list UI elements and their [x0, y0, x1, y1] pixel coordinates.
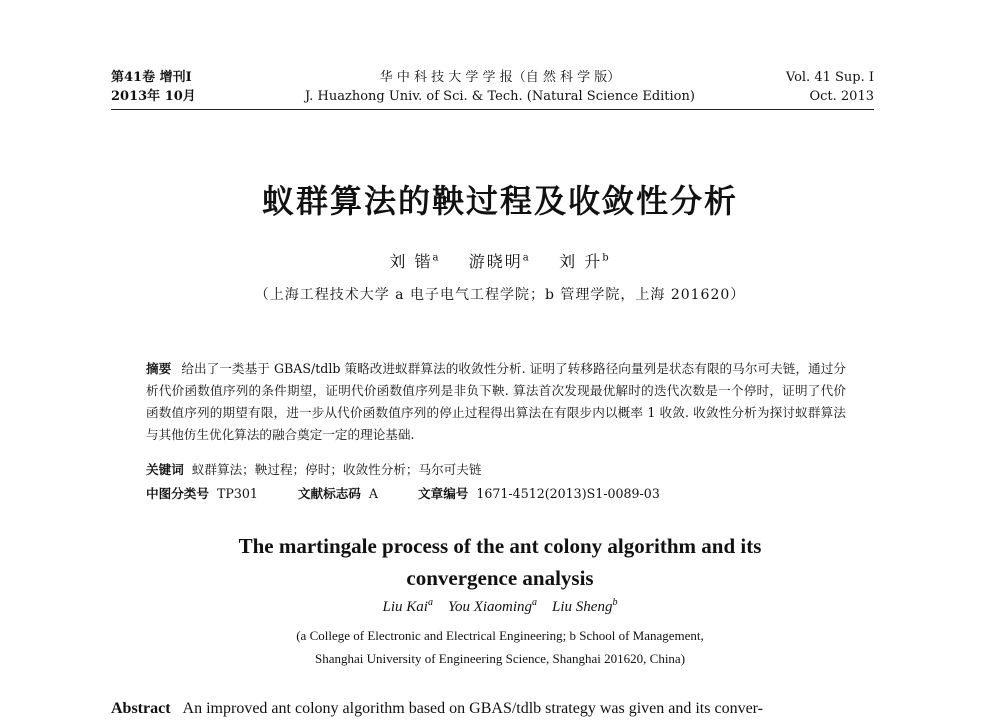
clc-label: 中图分类号 [146, 486, 209, 501]
publication-date-en: Oct. 2013 [809, 89, 874, 104]
affiliation-en-line2: Shanghai University of Engineering Science, Shanghai 201620, China) [314, 651, 686, 666]
author-list-en [0, 597, 1000, 616]
abstract-cn [146, 358, 846, 446]
author-affil-mark: a [522, 252, 531, 264]
author-en: Liu Kai [382, 599, 428, 615]
classification-line [146, 483, 660, 502]
volume-en: Vol. 41 Sup. Ⅰ [785, 70, 874, 85]
keywords-text: 蚁群算法；鞅过程；停时；收敛性分析；马尔可夫链 [191, 462, 482, 477]
author-en: Liu Sheng [552, 599, 613, 615]
abstract-en-text: An improved ant colony algorithm based on GBAS/tdlb strategy was given and its conver- [182, 700, 764, 717]
header-divider [111, 109, 874, 110]
author-list-cn [0, 249, 1000, 272]
author-cn: 刘 锴 [389, 252, 433, 271]
author-affil-mark: a [427, 597, 433, 608]
doc-code-value: A [368, 486, 378, 501]
clc-value: TP301 [216, 486, 258, 501]
abstract-en [111, 700, 881, 718]
affiliation-en-line1: (a College of Electronic and Electrical Engineering; b School of Management, [296, 628, 704, 643]
author-cn: 刘 升 [559, 252, 603, 271]
paper-title-cn: 蚁群算法的鞅过程及收敛性分析 [261, 182, 738, 220]
keywords-cn [146, 459, 481, 478]
author-affil-mark: a [532, 597, 538, 608]
journal-name-cn: 华 中 科 技 大 学 学 报（自 然 科 学 版） [379, 70, 621, 85]
paper-title-en: The martingale process of the ant colony algorithm and its convergence analysis [238, 534, 762, 590]
affiliation-en [0, 624, 1000, 670]
article-no-label: 文章编号 [418, 486, 469, 501]
abstract-cn-label: 摘要 [146, 361, 172, 376]
author-affil-mark: b [612, 597, 618, 608]
author-affil-mark: a [432, 252, 441, 264]
abstract-en-label: Abstract [111, 700, 171, 717]
article-no-value: 1671-4512(2013)S1-0089-03 [476, 486, 660, 501]
author-cn: 游晓明 [468, 252, 523, 271]
keywords-label: 关键词 [146, 462, 184, 477]
affiliation-cn: （上海工程技术大学 a 电子电气工程学院；b 管理学院，上海 201620） [254, 287, 746, 303]
publication-date-cn: 2013年 10月 [111, 89, 196, 104]
author-en: You Xiaoming [447, 599, 533, 615]
journal-volume-info-en [786, 68, 874, 106]
author-affil-mark: b [602, 252, 611, 264]
journal-name-en: J. Huazhong Univ. of Sci. & Tech. (Natural Science Edition) [305, 89, 695, 104]
volume-issue: 第41卷 增刊Ⅰ [111, 70, 192, 85]
abstract-cn-text: 给出了一类基于 GBAS/tdlb 策略改进蚁群算法的收敛性分析. 证明了转移路径向量列是状态有限的马尔可夫链，通过分析代价函数值序列的条件期望，证明代价函数值序列是非负下鞅. 算法首次发现最优解时的迭代次数是一个停时，证明了代价函数值序列的期望有限，进一步从代价函数值序列的停止过程得出算法在有限步内以概率 1 收敛. 收敛性分析为探讨蚁群算法与其他仿生优化算法的融合奠定一定的理论基础. [146, 361, 846, 442]
doc-code-label: 文献标志码 [297, 486, 361, 501]
